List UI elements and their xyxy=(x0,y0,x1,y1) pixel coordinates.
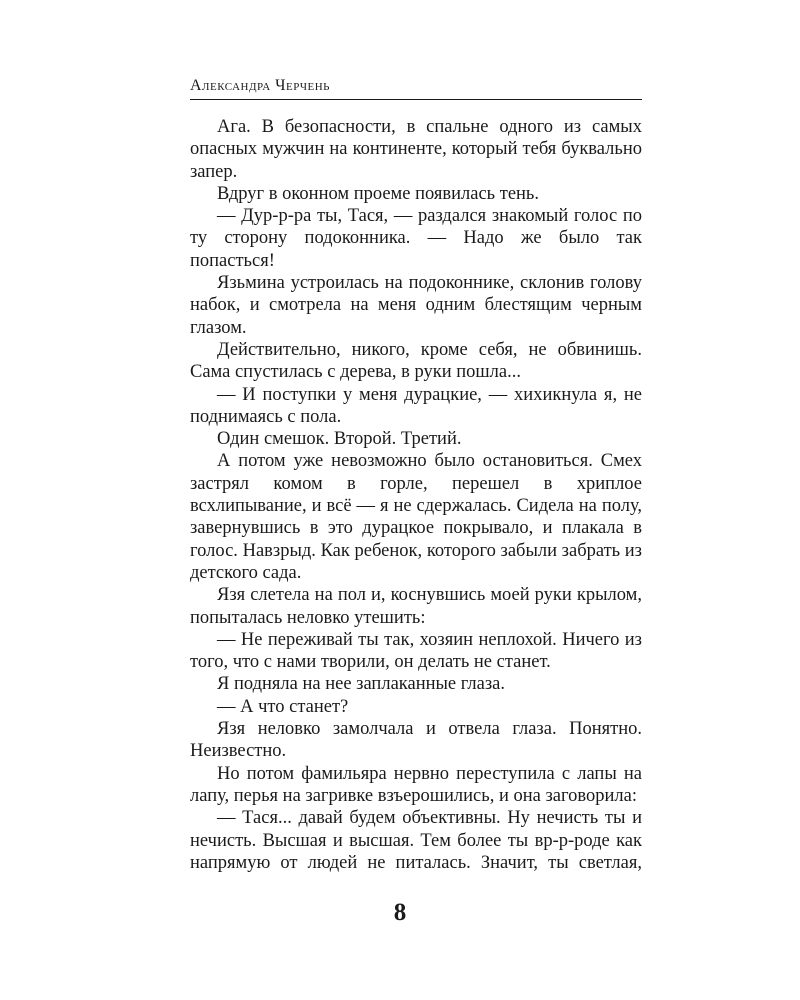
paragraph: Язя слетела на пол и, коснувшись моей руки крылом, попыталась неловко утешить: xyxy=(190,585,642,628)
header-rule xyxy=(190,99,642,100)
paragraph: — Дур-р-ра ты, Тася, — раздался знакомый голос по ту сторону подоконника. — Надо же было так попасться! xyxy=(190,206,642,271)
paragraph: Я подняла на нее заплаканные глаза. xyxy=(217,674,505,695)
paragraph: Ага. В безопасности, в спальне одного из самых опасных мужчин на континенте, который тебя буквально запер. xyxy=(190,117,642,182)
paragraph: — Не переживай ты так, хозяин неплохой. Ничего из того, что с нами творили, он делать не станет. xyxy=(190,629,642,673)
paragraph: — Тася... давай будем объективны. Ну нечисть ты и нечисть. Высшая и высшая. Тем более ты вр-р-роде как напрямую от людей не питалась. Значит, ты светлая, xyxy=(190,808,642,873)
paragraph: Язьмина устроилась на подоконнике, склонив голову набок, и смотрела на меня одним блестящим черным глазом. xyxy=(190,273,642,338)
paragraph: Действительно, никого, кроме себя, не обвинишь. Сама спустилась с дерева, в руки пошла... xyxy=(190,339,642,383)
running-header xyxy=(190,76,642,98)
body-text xyxy=(190,116,642,874)
paragraph: Но потом фамильяра нервно переступила с лапы на лапу, перья на загривке взъерошились, и она заговорила: xyxy=(190,763,642,806)
paragraph: Один смешок. Второй. Третий. xyxy=(217,429,462,450)
paragraph: Язя неловко замолчала и отвела глаза. Понятно. Неизвестно. xyxy=(190,719,642,762)
paragraph: Вдруг в оконном проеме появилась тень. xyxy=(217,183,539,204)
paragraph: — И поступки у меня дурацкие, — хихикнула я, не поднимаясь с пола. xyxy=(190,384,642,427)
page-number: 8 xyxy=(393,899,407,926)
author-name: Александра Черчень xyxy=(190,77,330,94)
paragraph: А потом уже невозможно было остановиться. Смех застрял комом в горле, перешел в хриплое всхлипывание, и всё — я не сдержалась. Сидела на полу, завернувшись в это дурацкое покрывало, и плакала в голос. Навзрыд. Как ребенок, которого забыли забрать из детского сада. xyxy=(190,451,642,583)
paragraph: — А что станет? xyxy=(217,696,349,717)
